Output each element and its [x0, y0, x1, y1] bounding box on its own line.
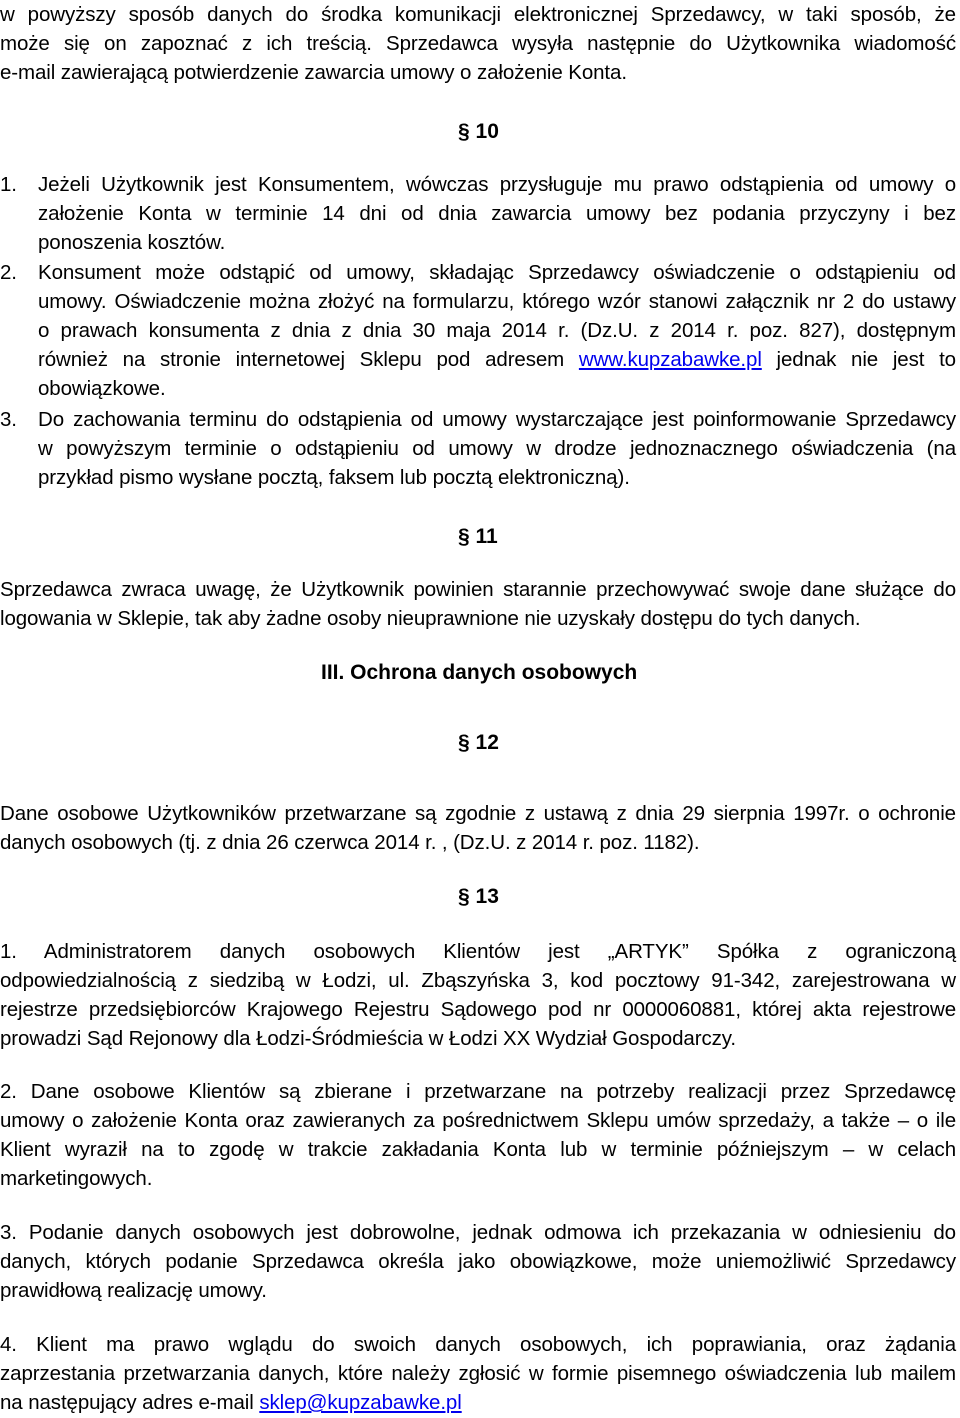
intro-line-2: może się on zapoznać z ich treścią. Sprzedawca wysyła następnie do Użytkownika wiadomość: [0, 32, 956, 55]
s10-p2-number: 2.: [0, 261, 17, 284]
section-heading-11: § 11: [458, 525, 498, 548]
s13-p1-line-3: rejestrze przedsiębiorców Krajowego Rejestru Sądowego pod nr 0000060881, której akta rejestrowe: [0, 998, 956, 1021]
s10-p2-line-4-tail: jednak nie jest to: [776, 348, 956, 371]
intro-line-1: w powyższy sposób danych do środka komunikacji elektronicznej Sprzedawcy, w taki sposób, że: [0, 3, 956, 26]
s13-p4-line-3-text: na następujący adres e-mail: [0, 1391, 254, 1414]
s13-p1-line-2: odpowiedzialnością z siedzibą w Łodzi, ul. Zbąszyńska 3, kod pocztowy 91-342, zarejestrowana w: [0, 969, 956, 992]
s10-p3-line-2: w powyższym terminie o odstąpieniu od umowy w drodze jednoznacznego oświadczenia (na: [38, 437, 956, 460]
s10-p2-line-4-text: również na stronie internetowej Sklepu pod adresem: [38, 348, 565, 371]
s12-line-1: Dane osobowe Użytkowników przetwarzane są zgodnie z ustawą z dnia 29 sierpnia 1997r. o ochronie: [0, 802, 956, 825]
section-heading-10: § 10: [458, 120, 499, 143]
shop-email-link[interactable]: sklep@kupzabawke.pl: [259, 1391, 462, 1414]
section-heading-12: § 12: [458, 731, 499, 754]
section-heading-13: § 13: [458, 885, 499, 908]
s10-p1-line-2: założenie Konta w terminie 14 dni od dnia zawarcia umowy bez podania przyczyny i bez: [38, 202, 956, 225]
s10-p1-number: 1.: [0, 173, 17, 196]
s10-p3-line-3: przykład pismo wysłane pocztą, faksem lub pocztą elektroniczną).: [38, 466, 630, 489]
s11-line-1: Sprzedawca zwraca uwagę, że Użytkownik powinien starannie przechowywać swoje dane służące do: [0, 578, 956, 601]
intro-line-3: e-mail zawierającą potwierdzenie zawarcia umowy o założenie Konta.: [0, 61, 627, 84]
s10-p2-line-5: obowiązkowe.: [38, 377, 166, 400]
s13-p2-line-4: marketingowych.: [0, 1167, 153, 1190]
s10-p1-line-1: Jeżeli Użytkownik jest Konsumentem, wówczas przysługuje mu prawo odstąpienia od umowy o: [38, 173, 956, 196]
s10-p2-line-2: umowy. Oświadczenie można złożyć na formularzu, którego wzór stanowi załącznik nr 2 do ustawy: [38, 290, 956, 313]
s10-p2-line-3: o prawach konsumenta z dnia z dnia 30 maja 2014 r. (Dz.U. z 2014 r. poz. 827), dostępnym: [38, 319, 956, 342]
s10-p3-line-1: Do zachowania terminu do odstąpienia od umowy wystarczające jest poinformowanie Sprzedawcy: [38, 408, 956, 431]
s10-p1-line-3: ponoszenia kosztów.: [38, 231, 226, 254]
s13-p2-line-3: Klient wyraził na to zgodę w trakcie zakładania Konta lub w terminie późniejszym – w celach: [0, 1138, 956, 1161]
s13-p4-line-2: zaprzestania przetwarzania danych, które należy zgłosić w formie pisemnego oświadczenia lub mailem: [0, 1362, 956, 1385]
s10-p2-line-1: Konsument może odstąpić od umowy, składając Sprzedawcy oświadczenie o odstąpieniu od: [38, 261, 956, 284]
s11-line-2: logowania w Sklepie, tak aby żadne osoby nieuprawnione nie uzyskały dostępu do tych danych.: [0, 607, 861, 630]
s10-p3-number: 3.: [0, 408, 17, 431]
chapter-heading: III. Ochrona danych osobowych: [321, 661, 638, 684]
s13-p2-line-1: 2. Dane osobowe Klientów są zbierane i przetwarzane na potrzeby realizacji przez Sprzedawcę: [0, 1080, 956, 1103]
s13-p2-line-2: umowy o założenie Konta oraz zawieranych za pośrednictwem Sklepu umów sprzedaży, a także – o ile: [0, 1109, 956, 1132]
s10-p2-line-4: [38, 345, 956, 374]
s13-p3-line-3: prawidłową realizację umowy.: [0, 1279, 267, 1302]
s13-p1-line-4: prowadzi Sąd Rejonowy dla Łodzi-Śródmieścia w Łodzi XX Wydział Gospodarczy.: [0, 1027, 736, 1050]
s13-p4-line-3: [0, 1388, 462, 1417]
s13-p3-line-2: danych, których podanie Sprzedawca określa jako obowiązkowe, może uniemożliwić Sprzedawcy: [0, 1250, 956, 1273]
s13-p4-line-1: 4. Klient ma prawo wglądu do swoich danych osobowych, ich poprawiania, oraz żądania: [0, 1333, 956, 1356]
shop-website-link[interactable]: www.kupzabawke.pl: [578, 348, 762, 371]
s13-p1-line-1: 1. Administratorem danych osobowych Klientów jest „ARTYK” Spółka z ograniczoną: [0, 940, 956, 963]
s12-line-2: danych osobowych (tj. z dnia 26 czerwca 2014 r. , (Dz.U. z 2014 r. poz. 1182).: [0, 831, 700, 854]
s13-p3-line-1: 3. Podanie danych osobowych jest dobrowolne, jednak odmowa ich przekazania w odniesieniu do: [0, 1221, 956, 1244]
